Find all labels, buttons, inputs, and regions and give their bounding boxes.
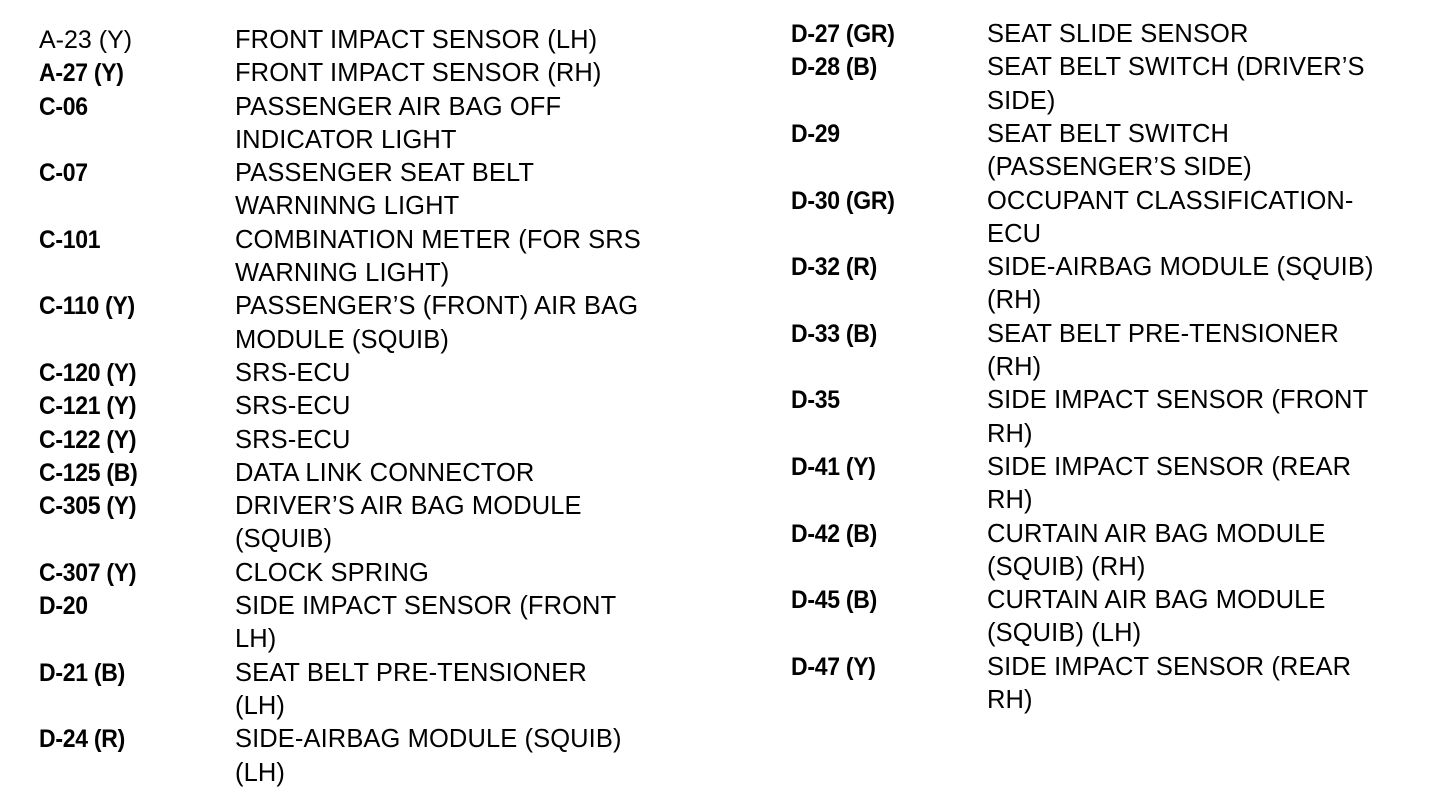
connector-code: D-27 (GR) <box>791 20 895 48</box>
connector-description: SIDE-AIRBAG MODULE (SQUIB) (LH) <box>235 725 622 787</box>
connector-code: C-07 <box>39 159 88 188</box>
connector-code: D-45 (B) <box>791 586 877 615</box>
connector-code: D-24 (R) <box>39 725 125 754</box>
connector-code: C-307 (Y) <box>39 558 137 587</box>
connector-code: D-29 <box>791 119 840 148</box>
connector-code: C-125 (B) <box>39 458 138 487</box>
connector-description: CURTAIN AIR BAG MODULE (SQUIB) (RH) <box>987 519 1326 581</box>
connector-code: C-121 (Y) <box>39 392 137 421</box>
connector-description: SEAT BELT PRE-TENSIONER (LH) <box>235 658 587 720</box>
connector-description: SEAT BELT PRE-TENSIONER (RH) <box>987 319 1339 381</box>
connector-code: D-32 (R) <box>791 253 877 282</box>
connector-code: D-47 (Y) <box>791 652 876 681</box>
connector-description: FRONT IMPACT SENSOR (RH) <box>235 59 602 88</box>
connector-code: D-41 (Y) <box>791 452 876 481</box>
connector-code: D-33 (B) <box>791 319 877 348</box>
connector-code: D-35 <box>791 386 840 415</box>
connector-description: SEAT BELT SWITCH (DRIVER’S SIDE) <box>987 53 1365 115</box>
connector-code: D-28 (B) <box>791 53 877 82</box>
connector-description: SEAT BELT SWITCH (PASSENGER’S SIDE) <box>987 119 1252 182</box>
connector-description: DATA LINK CONNECTOR <box>235 458 535 487</box>
connector-description: SIDE IMPACT SENSOR (REAR RH) <box>987 652 1352 714</box>
connector-description: SIDE IMPACT SENSOR (FRONT LH) <box>235 592 617 654</box>
connector-description: PASSENGER SEAT BELT WARNINNG LIGHT <box>235 159 535 221</box>
connector-description: SEAT SLIDE SENSOR <box>987 20 1249 48</box>
connector-code: C-101 <box>39 225 101 254</box>
connector-description: PASSENGER’S (FRONT) AIR BAG MODULE (SQUIB) <box>235 292 639 354</box>
connector-code: D-30 (GR) <box>791 186 895 215</box>
connector-description: SRS-ECU <box>235 425 351 454</box>
connector-description: DRIVER’S AIR BAG MODULE (SQUIB) <box>235 492 582 554</box>
connector-description: PASSENGER AIR BAG OFF INDICATOR LIGHT <box>235 92 562 154</box>
connector-description: SRS-ECU <box>235 359 351 387</box>
connector-code: C-122 (Y) <box>39 425 137 454</box>
connector-description: CURTAIN AIR BAG MODULE (SQUIB) (LH) <box>987 586 1326 648</box>
connector-code: C-120 (Y) <box>39 359 137 387</box>
connector-code: A-23 (Y) <box>39 26 133 54</box>
connector-code: D-20 <box>39 592 88 621</box>
connector-description: SIDE IMPACT SENSOR (REAR RH) <box>987 452 1352 515</box>
connector-description: CLOCK SPRING <box>235 558 429 587</box>
connector-code: A-27 (Y) <box>39 59 124 88</box>
connector-description: OCCUPANT CLASSIFICATION- ECU <box>987 186 1354 248</box>
connector-description: COMBINATION METER (FOR SRS WARNING LIGHT) <box>235 225 641 288</box>
connector-code: C-110 (Y) <box>39 292 135 321</box>
connector-description: SIDE-AIRBAG MODULE (SQUIB) (RH) <box>987 253 1374 315</box>
connector-code: C-06 <box>39 92 88 121</box>
connector-description: SRS-ECU <box>235 392 351 421</box>
connector-code: D-42 (B) <box>791 519 877 548</box>
connector-description: SIDE IMPACT SENSOR (FRONT RH) <box>987 386 1369 448</box>
connector-description: FRONT IMPACT SENSOR (LH) <box>235 26 598 54</box>
connector-code: D-21 (B) <box>39 658 125 687</box>
connector-code: C-305 (Y) <box>39 492 137 521</box>
